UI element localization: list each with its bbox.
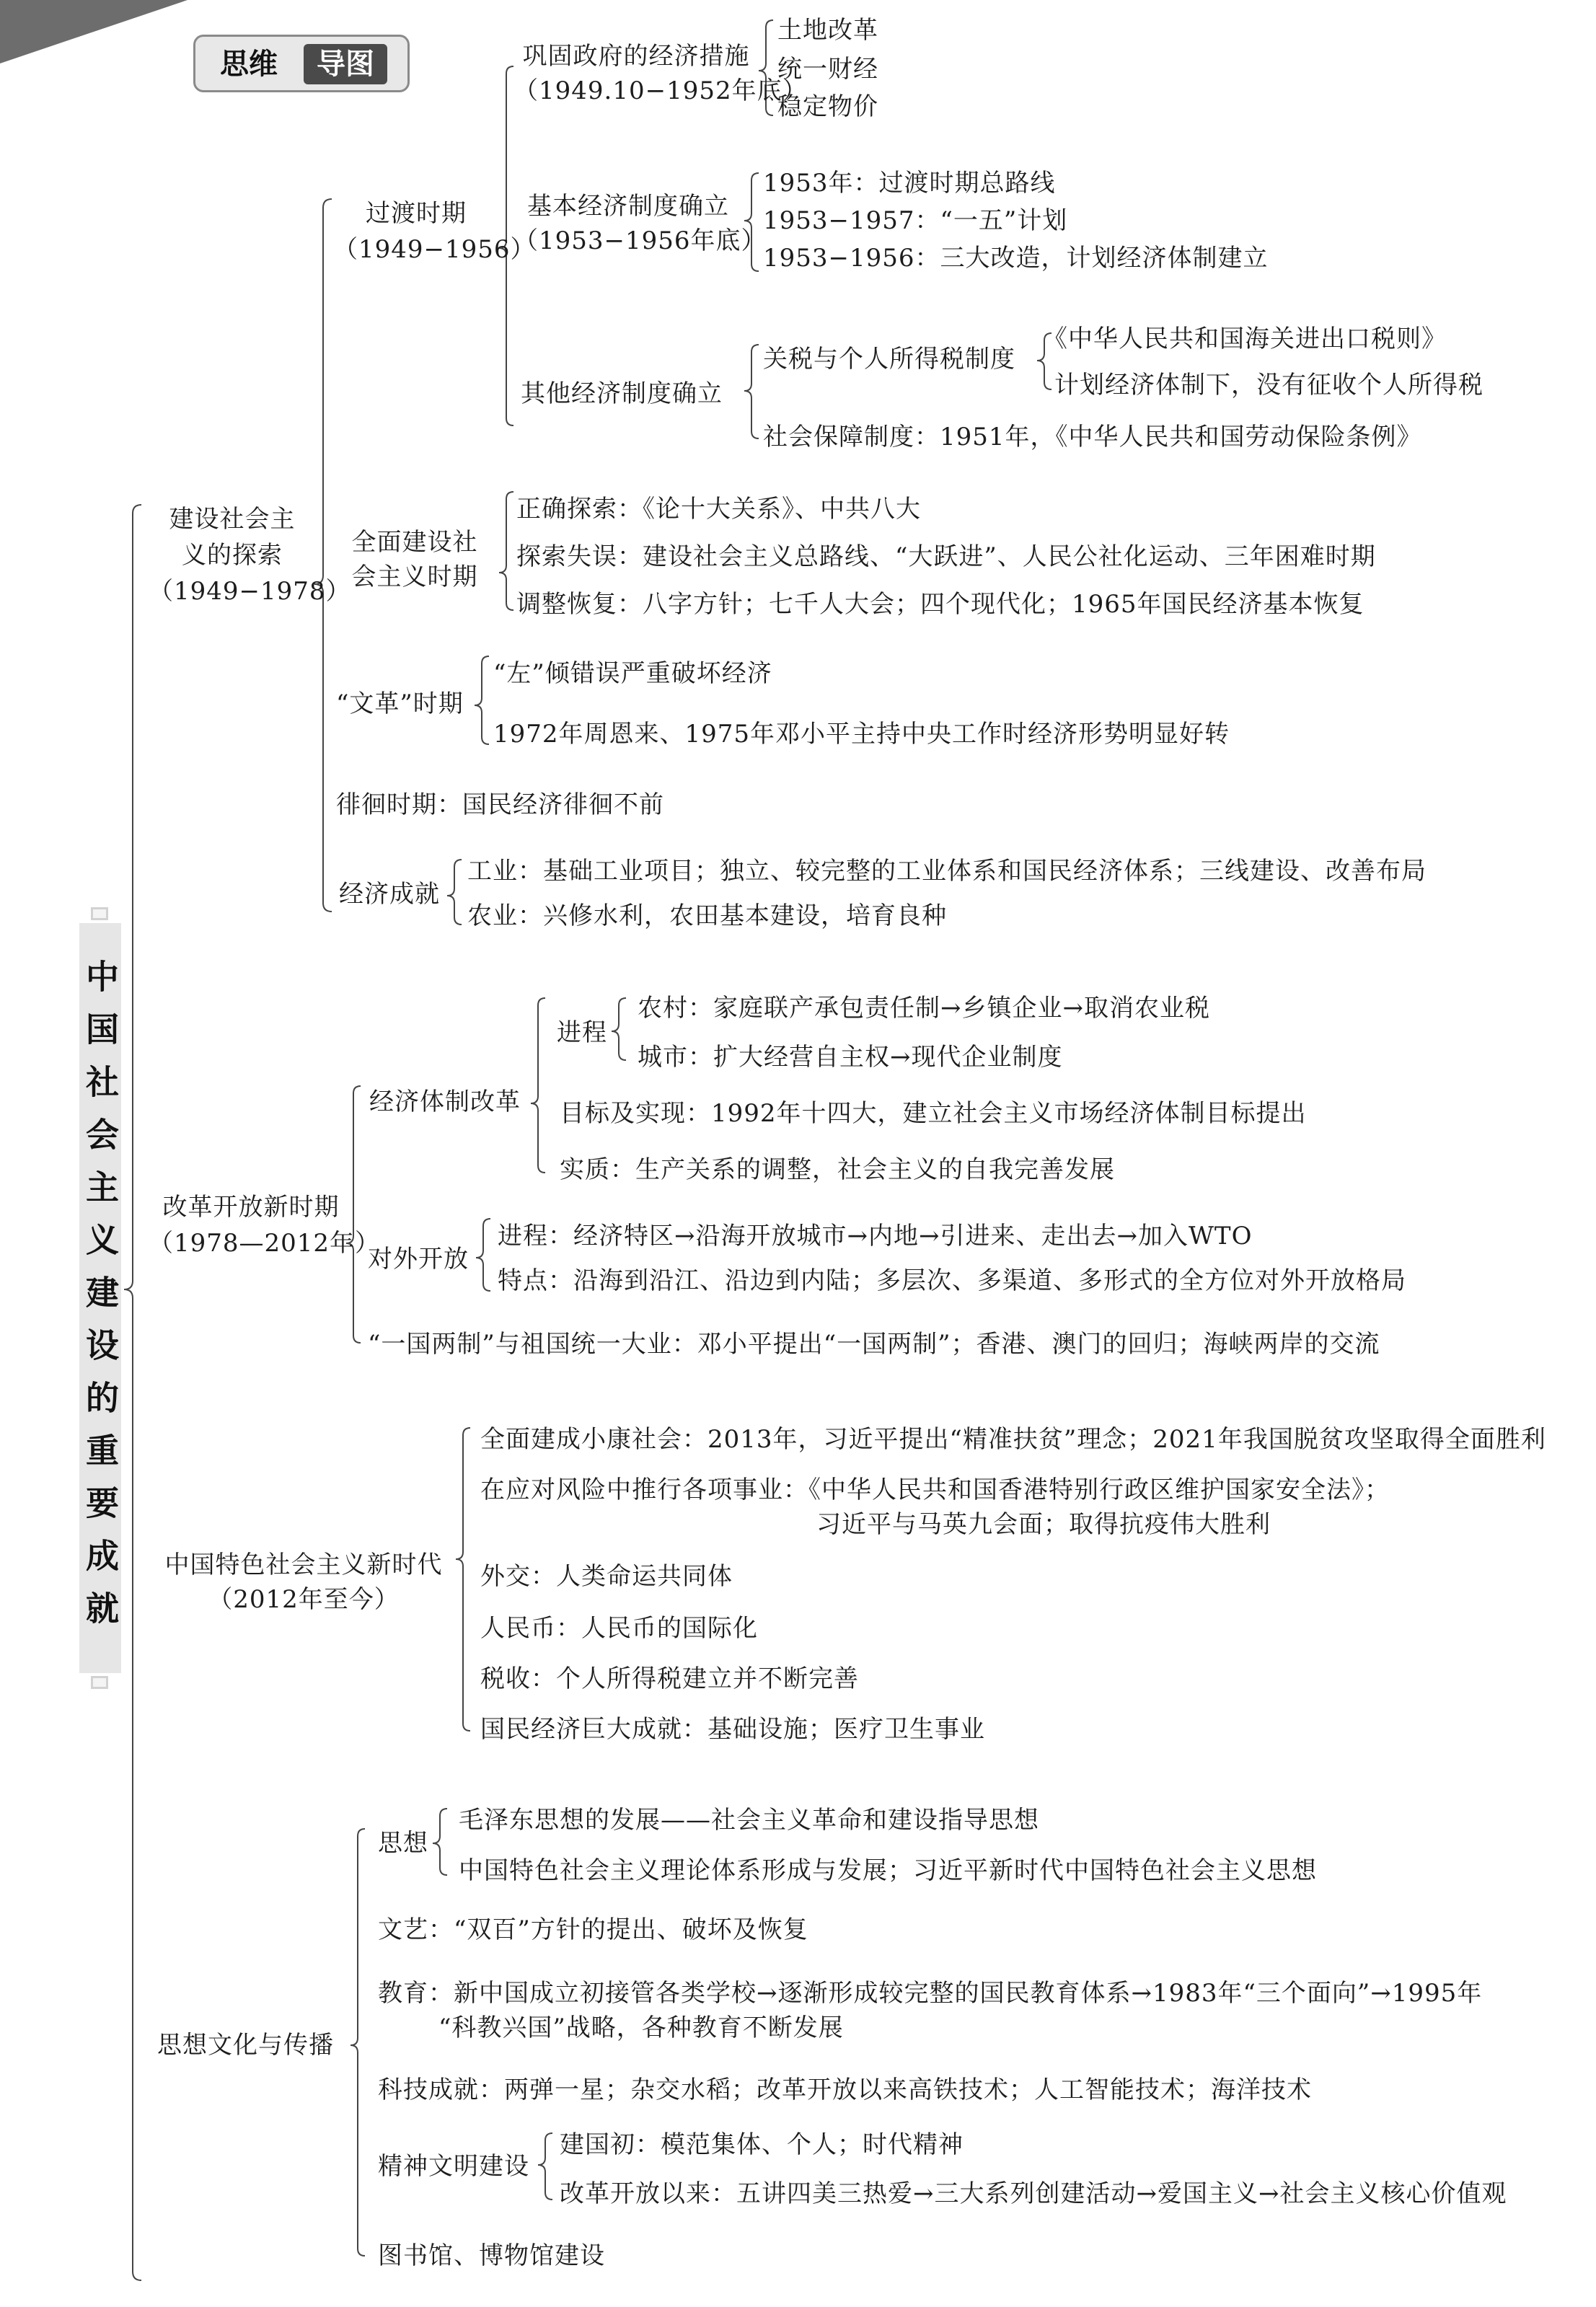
reform-process-item: 城市：扩大经营自主权→现代企业制度 [638, 1043, 1063, 1072]
transition-label-line2: （1949−1956） [333, 235, 536, 264]
library-text: 图书馆、博物馆建设 [378, 2241, 605, 2270]
tax-text: 税收：个人所得税建立并不断完善 [480, 1664, 859, 1693]
achievement-label: 经济成就 [339, 880, 440, 909]
art-text: 文艺：“双百”方针的提出、破坏及恢复 [378, 1915, 808, 1944]
sec2-label-line1: 改革开放新时期 [162, 1193, 340, 1222]
rmb-text: 人民币：人民币的国际化 [480, 1614, 758, 1643]
economy-text: 国民经济巨大成就：基础设施；医疗卫生事业 [480, 1715, 985, 1744]
opening-item: 特点：沿海到沿江、沿边到内陆；多层次、多渠道、多形式的全方位对外开放格局 [498, 1266, 1406, 1295]
basic-item: 1953−1957：“一五”计划 [763, 206, 1068, 235]
basic-label-line1: 基本经济制度确立 [527, 192, 729, 221]
reform-essence-text: 实质：生产关系的调整，社会主义的自我完善发展 [560, 1155, 1115, 1184]
cultural-item: “左”倾错误严重破坏经济 [493, 659, 772, 688]
tax-label: 关税与个人所得税制度 [763, 345, 1015, 374]
consolidate-label-line1: 巩固政府的经济措施 [522, 42, 750, 71]
basic-item: 1953−1956：三大改造，计划经济体制建立 [763, 244, 1269, 273]
achievement-item: 工业：基础工业项目；独立、较完整的工业体系和国民经济体系；三线建设、改善布局 [467, 857, 1427, 886]
achievement-item: 农业：兴修水利，农田基本建设，培育良种 [467, 901, 947, 930]
comprehensive-item: 正确探索：《论十大关系》、中共八大 [516, 495, 921, 524]
badge-text-left: 思维 [220, 48, 278, 81]
main-title: 中国社会主义建设的重要成就 [81, 959, 120, 1644]
reform-goal-text: 目标及实现：1992年十四大，建立社会主义市场经济体制目标提出 [560, 1099, 1307, 1128]
reform-process-item: 农村：家庭联产承包责任制→乡镇企业→取消农业税 [638, 994, 1210, 1023]
sec1-label-line3: （1949−1978） [149, 577, 351, 606]
transition-label-line1: 过渡时期 [366, 199, 467, 228]
tax-item: 《中华人民共和国海关进出口税则》 [1043, 325, 1447, 353]
thought-item: 中国特色社会主义理论体系形成与发展；习近平新时代中国特色社会主义思想 [459, 1856, 1317, 1885]
sec3-label-line2: （2012年至今） [208, 1585, 400, 1614]
reform-label: 经济体制改革 [369, 1088, 521, 1116]
opening-label: 对外开放 [368, 1245, 469, 1274]
sec1-label-line1: 建设社会主 [169, 505, 296, 534]
basic-item: 1953年：过渡时期总路线 [763, 169, 1056, 198]
tax-item: 计划经济体制下，没有征收个人所得税 [1054, 371, 1483, 400]
risk-text-line2: 习近平与马英九会面；取得抗疫伟大胜利 [816, 1510, 1271, 1539]
cultural-revolution-label: “文革”时期 [336, 689, 464, 718]
sec3-label-line1: 中国特色社会主义新时代 [164, 1551, 443, 1579]
other-label: 其他经济制度确立 [521, 379, 723, 408]
comprehensive-label-line2: 会主义时期 [351, 563, 478, 591]
spirit-item: 建国初：模范集体、个人；时代精神 [560, 2130, 964, 2159]
education-text-line1: 教育：新中国成立初接管各类学校→逐渐形成较完整的国民教育体系→1983年“三个面向”→1995年 [378, 1979, 1483, 2008]
consolidate-label-line2: （1949.10−1952年底） [513, 76, 808, 105]
risk-text-line1: 在应对风险中推行各项事业：《中华人民共和国香港特别行政区维护国家安全法》； [480, 1475, 1390, 1504]
hesitation-text: 徘徊时期：国民经济徘徊不前 [336, 790, 664, 819]
diplomacy-text: 外交：人类命运共同体 [480, 1562, 733, 1591]
comprehensive-item: 调整恢复：八字方针；七千人大会；四个现代化；1965年国民经济基本恢复 [516, 590, 1364, 619]
sec1-label-line2: 义的探索 [182, 541, 283, 570]
basic-label-line2: （1953−1956年底） [513, 226, 767, 255]
sec2-label-line2: （1978—2012年） [149, 1229, 381, 1258]
education-text-line2: “科教兴国”战略，各种教育不断发展 [438, 2013, 844, 2042]
xiaokang-text: 全面建成小康社会：2013年，习近平提出“精准扶贫”理念；2021年我国脱贫攻坚取得全面胜利 [480, 1425, 1546, 1454]
reform-process-label: 进程 [557, 1018, 607, 1047]
badge-text-right: 导图 [304, 44, 387, 84]
science-text: 科技成就：两弹一星；杂交水稻；改革开放以来高铁技术；人工智能技术；海洋技术 [378, 2076, 1312, 2104]
comprehensive-label-line1: 全面建设社 [351, 528, 478, 557]
consolidate-item: 土地改革 [777, 16, 878, 45]
thought-item: 毛泽东思想的发展——社会主义革命和建设指导思想 [459, 1806, 1039, 1835]
consolidate-item: 稳定物价 [777, 92, 878, 121]
cultural-item: 1972年周恩来、1975年邓小平主持中央工作时经济形势明显好转 [493, 720, 1230, 749]
spirit-label: 精神文明建设 [378, 2152, 529, 2181]
opening-item: 进程：经济特区→沿海开放城市→内地→引进来、走出去→加入WTO [498, 1222, 1253, 1250]
social-security-text: 社会保障制度：1951年，《中华人民共和国劳动保险条例》 [763, 423, 1422, 451]
sec4-label: 思想文化与传播 [157, 2031, 334, 2060]
spirit-item: 改革开放以来：五讲四美三热爱→三大系列创建活动→爱国主义→社会主义核心价值观 [560, 2179, 1507, 2208]
consolidate-item: 统一财经 [777, 55, 878, 84]
comprehensive-item: 探索失误：建设社会主义总路线、“大跃进”、人民公社化运动、三年困难时期 [516, 542, 1376, 571]
thought-label: 思想 [378, 1829, 428, 1858]
unification-text: “一国两制”与祖国统一大业：邓小平提出“一国两制”；香港、澳门的回归；海峡两岸的交流 [368, 1330, 1380, 1359]
